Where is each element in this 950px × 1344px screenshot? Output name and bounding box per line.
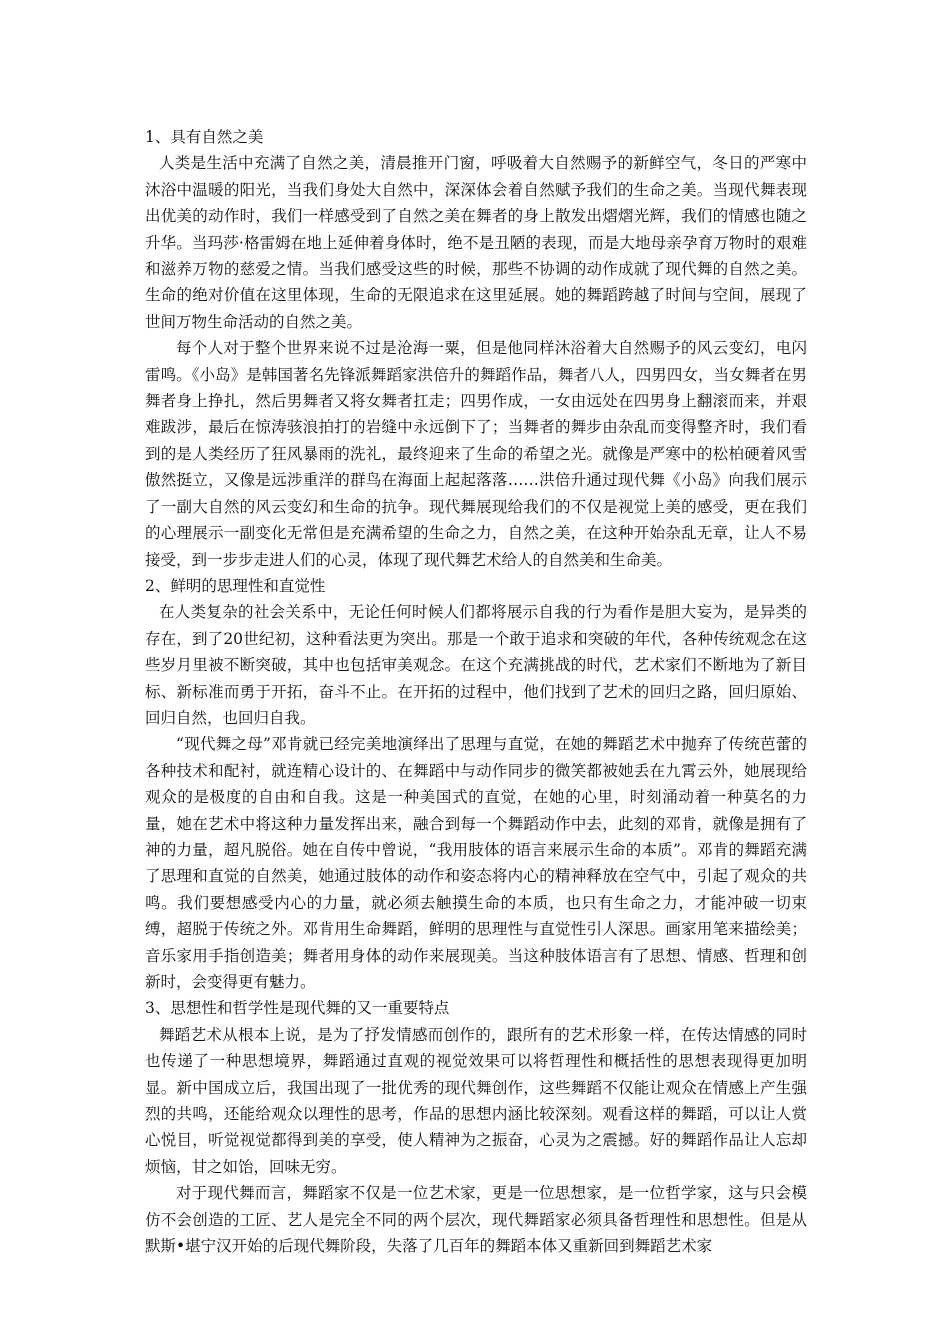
- document-page: [145, 124, 807, 1259]
- paragraph-1-2: 每个人对于整个世界来说不过是沧海一粟，但是他同样沐浴着大自然赐予的风云变幻，电闪雷鸣。《小岛》是韩国著名先锋派舞蹈家洪倍升的舞蹈作品，舞者八人，四男四女，当女舞者在男舞者身上挣扎，然后男舞者又将女舞者扛走；四男作成，一女由远处在四男身上翻滚而来，并艰难跋涉，最后在惊涛骇浪拍打的岩缝中永远倒下了；当舞者的舞步由杂乱而变得整齐时，我们看到的是人类经历了狂风暴雨的洗礼，最终迎来了生命的希望之光。就像是严寒中的松柏硬着风雪傲然挺立，又像是远涉重洋的群鸟在海面上起起落落……洪倍升通过现代舞《小岛》向我们展示了一副大自然的风云变幻和生命的抗争。现代舞展现给我们的不仅是视觉上美的感受，更在我们的心理展示一副变化无常但是充满希望的生命之力，自然之美，在这种开始杂乱无章，让人不易接受，到一步步走进人们的心灵，体现了现代舞艺术给人的自然美和生命美。: [145, 339, 807, 569]
- paragraph-3-2: 对于现代舞而言，舞蹈家不仅是一位艺术家，更是一位思想家，是一位哲学家，这与只会模仿不会创造的工匠、艺人是完全不同的两个层次，现代舞蹈家必须具备哲理性和思想性。但是从默斯•堪宁汉开始的后现代舞阶段，失落了几百年的舞蹈本体又重新回到舞蹈艺术家: [145, 1184, 807, 1256]
- section-heading-2: 2、鲜明的思理性和直觉性: [145, 576, 326, 595]
- paragraph-1-1: 人类是生活中充满了自然之美，清晨推开门窗，呼吸着大自然赐予的新鲜空气，冬日的严寒中沐浴中温暖的阳光，当我们身处大自然中，深深体会着自然赋予我们的生命之美。当现代舞表现出优美的动作时，我们一样感受到了自然之美在舞者的身上散发出熠熠光辉，我们的情感也随之升华。当玛莎·格雷姆在地上延伸着身体时，绝不是丑陋的表现，而是大地母亲孕育万物时的艰难和滋养万物的慈爱之情。当我们感受这些的时候，那些不协调的动作成就了现代舞的自然之美。生命的绝对价值在这里体现，生命的无限追求在这里延展。她的舞蹈跨越了时间与空间，展现了世间万物生命活动的自然之美。: [145, 154, 807, 331]
- paragraph-2-2: “现代舞之母”邓肯就已经完美地演绎出了思理与直觉，在她的舞蹈艺术中抛弃了传统芭蕾的各种技术和配衬，就连精心设计的、在舞蹈中与动作同步的微笑都被她丢在九霄云外，她展现给观众的是极度的自由和自我。这是一种美国式的直觉，在她的心里，时刻涌动着一种莫名的力量，她在艺术中将这种力量发挥出来，融合到每一个舞蹈动作中去，此刻的邓肯，就像是拥有了神的力量，超凡脱俗。她在自传中曾说，“我用肢体的语言来展示生命的本质”。邓肯的舞蹈充满了思理和直觉的自然美，她通过肢体的动作和姿态将内心的精神释放在空气中，引起了观众的共鸣。我们要想感受内心的力量，就必须去触摸生命的本质，也只有生命之力，才能冲破一切束缚，超脱于传统之外。邓肯用生命舞蹈，鲜明的思理性与直觉性引人深思。画家用笔来描绘美；音乐家用手指创造美；舞者用身体的动作来展现美。当这种肢体语言有了思想、情感、哲理和创新时，会变得更有魅力。: [145, 735, 807, 991]
- paragraph-3-1: 舞蹈艺术从根本上说，是为了抒发情感而创作的，跟所有的艺术形象一样，在传达情感的同时也传递了一种思想境界，舞蹈通过直观的视觉效果可以将哲理性和概括性的思想表现得更加明显。新中国成立后，我国出现了一批优秀的现代舞创作，这些舞蹈不仅能让观众在情感上产生强烈的共鸣，还能给观众以理性的思考，作品的思想内涵比较深刻。观看这样的舞蹈，可以让人赏心悦目，听觉视觉都得到美的享受，使人精神为之振奋，心灵为之震撼。好的舞蹈作品让人忘却烦恼，甘之如饴，回味无穷。: [145, 1025, 807, 1176]
- section-heading-3: 3、思想性和哲学性是现代舞的又一重要特点: [145, 999, 450, 1018]
- paragraph-2-1: 在人类复杂的社会关系中，无论任何时候人们都将展示自我的行为看作是胆大妄为，是异类的存在，到了20世纪初，这种看法更为突出。那是一个敢于追求和突破的年代，各种传统观念在这些岁月里被不断突破，其中也包括审美观念。在这个充满挑战的时代，艺术家们不断地为了新目标、新标准而勇于开拓，奋斗不止。在开拓的过程中，他们找到了艺术的回归之路，回归原始、回归自然，也回归自我。: [145, 603, 807, 727]
- section-heading-1: 1、具有自然之美: [145, 128, 264, 146]
